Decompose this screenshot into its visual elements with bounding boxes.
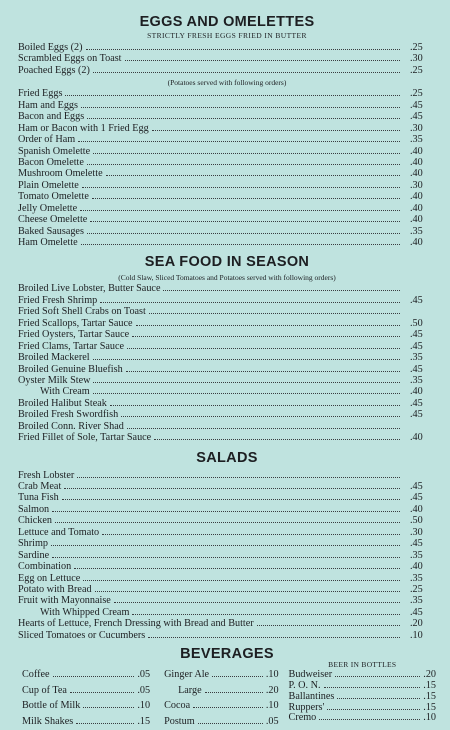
menu-item-name: With Whipped Cream (40, 606, 130, 618)
menu-item-price: .35 (410, 374, 423, 386)
menu-item-name: Broiled Mackerel (18, 352, 90, 364)
menu-item-name: Ham or Bacon with 1 Fried Egg (18, 122, 149, 134)
menu-item (18, 432, 436, 443)
menu-item-price: .35 (410, 595, 423, 607)
dot-leader (149, 313, 400, 314)
menu-item (164, 683, 278, 699)
menu-item-price: .45 (410, 99, 423, 111)
menu-item (18, 180, 436, 191)
dot-leader (127, 428, 400, 429)
eggs-section (18, 14, 436, 248)
menu-item (22, 714, 150, 730)
menu-item-name: Ballantines (288, 690, 335, 702)
menu-item-name: Cheese Omelette (18, 214, 88, 226)
dot-leader (100, 302, 400, 303)
menu-item-price: .50 (410, 317, 423, 329)
dot-leader (80, 210, 400, 211)
dot-leader (55, 522, 400, 523)
dot-leader (86, 49, 400, 50)
menu-item (18, 203, 436, 214)
menu-item-name: Combination (18, 561, 72, 573)
menu-item (18, 100, 436, 111)
menu-item (18, 42, 436, 53)
menu-item (18, 595, 436, 606)
menu-item-price: .45 (410, 111, 423, 123)
menu-item-price: .35 (410, 549, 423, 561)
menu-item (18, 157, 436, 168)
dot-leader (93, 359, 400, 360)
menu-item (18, 65, 436, 76)
menu-item (18, 538, 436, 549)
menu-item (18, 226, 436, 237)
menu-item-name: Fried Scallops, Tartar Sauce (18, 317, 133, 329)
menu-item (18, 375, 436, 386)
dot-leader (132, 614, 400, 615)
dot-leader (198, 723, 263, 724)
menu-item-name: Order of Ham (18, 134, 76, 146)
menu-item-price: .45 (410, 606, 423, 618)
menu-item (18, 123, 436, 134)
menu-item-name: Bacon and Eggs (18, 111, 85, 123)
menu-item-price: .45 (410, 409, 423, 421)
menu-item-price: .45 (410, 294, 423, 306)
menu-item-name: Poached Eggs (2) (18, 64, 90, 76)
salads-title: SALADS (196, 449, 258, 466)
menu-item-price: .40 (410, 214, 423, 226)
menu-item-price: .25 (410, 64, 423, 76)
menu-item-price: .05 (265, 715, 279, 727)
menu-item-name: Sliced Tomatoes or Cucumbers (18, 629, 146, 641)
menu-item (164, 667, 278, 683)
dot-leader (335, 676, 420, 677)
menu-item-name: Fried Oysters, Tartar Sauce (18, 329, 130, 341)
menu-item-name: Broiled Halibut Steak (18, 397, 107, 409)
menu-item-name: Spanish Omelette (18, 145, 91, 157)
menu-item-name: Ginger Ale (164, 669, 210, 681)
menu-item-name: Broiled Live Lobster, Butter Sauce (18, 283, 161, 295)
menu-item-name: Crab Meat (18, 481, 62, 492)
dot-leader (212, 676, 263, 677)
menu-item-price: .10 (423, 712, 437, 724)
dot-leader (87, 233, 400, 234)
dot-leader (93, 153, 400, 154)
menu-item-price: .10 (265, 700, 279, 712)
beverages-column-1 (22, 667, 150, 729)
menu-item (18, 283, 436, 294)
dot-leader (83, 707, 134, 708)
menu-item (18, 409, 436, 420)
menu-item-price: .40 (410, 561, 423, 573)
menu-item-price: .10 (265, 669, 279, 681)
menu-item-price: .45 (410, 329, 423, 341)
menu-item (18, 470, 436, 481)
dot-leader (81, 107, 400, 108)
menu-item (18, 492, 436, 503)
menu-item-name: Egg on Lettuce (18, 572, 81, 584)
dot-leader (324, 687, 421, 688)
salads-list (18, 470, 436, 642)
menu-item (289, 692, 436, 703)
dot-leader (52, 557, 400, 558)
dot-leader (121, 416, 400, 417)
menu-item-name: With Cream (40, 386, 90, 398)
menu-item-price: .50 (410, 515, 423, 527)
eggs-list-a (18, 42, 436, 76)
menu-item-price: .30 (410, 526, 423, 538)
menu-item-name: Postum (164, 715, 195, 727)
menu-item-price: .15 (137, 715, 151, 727)
dot-leader (114, 602, 400, 603)
menu-item-name: Fresh Lobster (18, 469, 75, 481)
menu-item-name: Broiled Conn. River Shad (18, 420, 124, 432)
menu-item-name: Ham and Eggs (18, 99, 78, 111)
menu-item (18, 515, 436, 526)
dot-leader (82, 187, 400, 188)
menu-item-price: .15 (423, 701, 437, 713)
dot-leader (126, 371, 400, 372)
menu-item (18, 352, 436, 363)
menu-item (18, 550, 436, 561)
dot-leader (154, 439, 400, 440)
menu-item-name: Fried Eggs (18, 88, 63, 100)
menu-item-price: .30 (410, 122, 423, 134)
menu-item-price: .10 (410, 629, 423, 641)
dot-leader (62, 499, 400, 500)
menu-item (18, 214, 436, 225)
dot-leader (87, 164, 400, 165)
beverages-columns (18, 660, 437, 729)
eggs-note: (Potatoes served with following orders) (167, 78, 287, 88)
menu-item-price: .40 (410, 432, 423, 444)
dot-leader (102, 534, 400, 535)
menu-item (18, 306, 436, 317)
menu-item (164, 698, 278, 714)
eggs-list-b (18, 88, 436, 248)
dot-leader (70, 692, 134, 693)
menu-item-name: Potato with Bread (18, 583, 92, 595)
menu-item-price: .45 (410, 397, 423, 409)
menu-item-name: Cremo (288, 712, 317, 724)
menu-item (18, 134, 436, 145)
menu-item-price: .40 (410, 145, 423, 157)
dot-leader (148, 637, 400, 638)
menu-item-name: Hearts of Lettuce, French Dressing with Bread and Butter (18, 618, 254, 630)
menu-item (18, 386, 436, 397)
menu-item-name: Mushroom Omelette (18, 168, 103, 180)
dot-leader (87, 118, 400, 119)
beverages-title: BEVERAGES (180, 646, 274, 663)
menu-item (18, 318, 436, 329)
dot-leader (205, 692, 263, 693)
menu-item-name: Shrimp (18, 538, 49, 550)
dot-leader (93, 393, 400, 394)
menu-item (18, 111, 436, 122)
menu-item-name: Fried Soft Shell Crabs on Toast (18, 306, 146, 318)
menu-item (22, 667, 150, 683)
dot-leader (257, 625, 400, 626)
salads-section (18, 450, 436, 642)
menu-item-price: .15 (423, 690, 437, 702)
beer-heading: BEER IN BOTTLES (328, 660, 397, 670)
menu-item (18, 607, 436, 618)
menu-item-price: .35 (410, 134, 423, 146)
beverages-column-2 (164, 667, 278, 729)
menu-item-name: Broiled Fresh Swordfish (18, 409, 119, 421)
menu-item-name: Boiled Eggs (2) (18, 42, 83, 53)
seafood-title: SEA FOOD IN SEASON (144, 254, 310, 271)
dot-leader (93, 72, 400, 73)
dot-leader (132, 336, 400, 337)
menu-item-price: .45 (410, 538, 423, 550)
eggs-title: EGGS AND OMELETTES (139, 14, 315, 30)
beverages-section (18, 646, 436, 729)
menu-item-price: .35 (410, 572, 423, 584)
menu-item-name: Cup of Tea (22, 684, 67, 696)
menu-item-name: Plain Omelette (18, 179, 79, 191)
menu-item (18, 295, 436, 306)
menu-item-price: .25 (410, 583, 423, 595)
menu-item-price: .20 (423, 669, 437, 681)
seafood-list (18, 283, 436, 443)
menu-item-name: Fried Fresh Shrimp (18, 294, 98, 306)
menu-item-price: .40 (410, 168, 423, 180)
menu-item-name: Scrambled Eggs on Toast (18, 53, 122, 65)
menu-item (18, 168, 436, 179)
menu-item-name: Fried Clams, Tartar Sauce (18, 340, 125, 352)
dot-leader (78, 141, 400, 142)
menu-item-name: Large (178, 684, 202, 696)
menu-item (164, 714, 278, 730)
dot-leader (65, 95, 400, 96)
seafood-section (18, 254, 436, 443)
menu-item (18, 481, 436, 492)
menu-item-price: .40 (410, 386, 423, 398)
beer-list (289, 670, 436, 724)
menu-item (18, 630, 436, 641)
menu-item (18, 527, 436, 538)
dot-leader (64, 488, 400, 489)
menu-item-name: Cocoa (164, 700, 191, 712)
dot-leader (106, 175, 400, 176)
dot-leader (77, 477, 400, 478)
menu-item-name: Fried Fillet of Sole, Tartar Sauce (18, 432, 152, 444)
menu-item-price: .45 (410, 481, 423, 492)
menu-item-name: Bottle of Milk (22, 700, 81, 712)
menu-item-price: .20 (265, 684, 279, 696)
menu-item-price: .40 (410, 156, 423, 168)
menu-item-name: Fruit with Mayonnaise (18, 595, 111, 607)
dot-leader (125, 60, 400, 61)
menu-item (18, 364, 436, 375)
menu-item-name: Baked Sausages (18, 225, 84, 237)
dot-leader (110, 405, 400, 406)
menu-item-price: .35 (410, 352, 423, 364)
menu-item-price: .15 (423, 679, 437, 691)
eggs-subtitle: STRICTLY FRESH EGGS FRIED IN BUTTER (147, 31, 307, 40)
dot-leader (136, 325, 400, 326)
menu-item (289, 713, 436, 724)
menu-item-name: Salmon (18, 503, 50, 515)
menu-item-name: Tuna Fish (18, 492, 59, 504)
menu-item (18, 88, 436, 99)
menu-item-price: .40 (410, 202, 423, 214)
dot-leader (95, 591, 400, 592)
dot-leader (90, 221, 400, 222)
menu-item (18, 398, 436, 409)
dot-leader (81, 244, 400, 245)
menu-item-price: .25 (410, 42, 423, 53)
beer-column (288, 660, 437, 729)
menu-item (18, 53, 436, 64)
dot-leader (337, 698, 420, 699)
dot-leader (83, 580, 400, 581)
menu-item (18, 421, 436, 432)
menu-item-price: .20 (410, 618, 423, 630)
menu-item-name: Ham Omelette (18, 237, 78, 248)
menu-item-price: .40 (410, 237, 423, 248)
menu-item (18, 504, 436, 515)
menu-item-price: .30 (410, 179, 423, 191)
dot-leader (93, 382, 400, 383)
menu-item-price: .05 (137, 669, 151, 681)
menu-item-name: Lettuce and Tomato (18, 526, 100, 538)
dot-leader (327, 709, 420, 710)
menu-item (22, 698, 150, 714)
menu-item (18, 341, 436, 352)
menu-item-price: .30 (410, 53, 423, 65)
dot-leader (92, 198, 400, 199)
menu-item (22, 683, 150, 699)
menu-item-name: Ruppers' (288, 701, 325, 713)
menu-item-name: Broiled Genuine Bluefish (18, 363, 123, 375)
menu-item-price: .10 (137, 700, 151, 712)
menu-item-price: .40 (410, 191, 423, 203)
menu-item-name: P. O. N. (288, 679, 321, 691)
dot-leader (152, 130, 400, 131)
menu-item-price: .25 (410, 88, 423, 100)
menu-item (18, 237, 436, 248)
dot-leader (193, 707, 263, 708)
dot-leader (53, 676, 135, 677)
dot-leader (74, 568, 400, 569)
menu-item (18, 561, 436, 572)
menu-item-price: .35 (410, 225, 423, 237)
dot-leader (51, 545, 400, 546)
menu-item-price: .40 (410, 503, 423, 515)
menu-item-price: .45 (410, 492, 423, 504)
menu-item-name: Bacon Omelette (18, 156, 84, 168)
seafood-note: (Cold Slaw, Sliced Tomatoes and Potatoes served with following orders) (118, 273, 336, 283)
menu-item (18, 584, 436, 595)
menu-item-price: .45 (410, 340, 423, 352)
menu-item (18, 329, 436, 340)
dot-leader (127, 348, 400, 349)
menu-item (18, 573, 436, 584)
dot-leader (52, 511, 400, 512)
dot-leader (76, 723, 134, 724)
menu-item-name: Jelly Omelette (18, 202, 78, 214)
dot-leader (319, 719, 420, 720)
menu-item-name: Coffee (22, 669, 50, 681)
menu-item-name: Budweiser (288, 669, 333, 681)
menu-item-name: Oyster Milk Stew (18, 374, 91, 386)
menu-item-price: .45 (410, 363, 423, 375)
menu-item-name: Milk Shakes (22, 715, 74, 727)
menu-item-name: Chicken (18, 515, 52, 527)
menu-item-name: Sardine (18, 549, 50, 561)
menu-item (18, 146, 436, 157)
menu-item-name: Tomato Omelette (18, 191, 89, 203)
dot-leader (163, 290, 400, 291)
menu-item-price: .05 (137, 684, 151, 696)
menu-item (18, 618, 436, 629)
menu-item (18, 191, 436, 202)
